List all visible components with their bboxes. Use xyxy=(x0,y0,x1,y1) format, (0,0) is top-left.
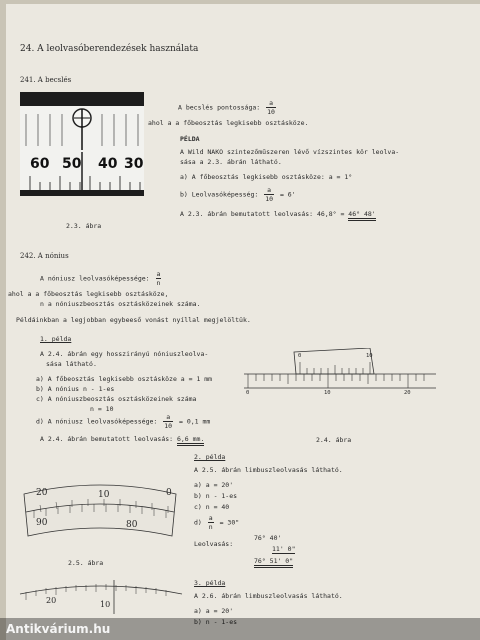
example-text-2: sása a 2.3. ábrán látható. xyxy=(180,158,282,166)
accuracy-formula: A becslés pontossága: $\frac{a}{10}$ xyxy=(178,99,275,116)
figure-2-4-label: 0 xyxy=(298,353,302,359)
book-page xyxy=(6,4,480,640)
figure-2-5-label: 10 xyxy=(98,490,110,500)
example-2-d: d) $\frac{a}{n}$ = 30" xyxy=(194,514,240,531)
example-1-b: b) A nónius n - 1-es xyxy=(36,385,115,393)
figure-2-5-label: 80 xyxy=(126,520,138,530)
example-1-text-1: A 2.4. ábrán egy hosszirányú nóniuszleolva- xyxy=(40,350,209,358)
example-2-reading-result: 76° 51' 0" xyxy=(254,557,293,568)
example-3-b: b) n - 1-es xyxy=(194,618,238,626)
examples-intro: Példáinkban a legjobban egybeeső vonást nyíllal megjelöltük. xyxy=(16,316,251,324)
scale-number: 40 xyxy=(98,156,118,172)
figure-2-4-label: 0 xyxy=(246,390,250,396)
figure-2-4-vernier xyxy=(240,348,440,410)
figure-2-5-label: 0 xyxy=(166,488,172,498)
figure-2-3-scale xyxy=(20,152,144,190)
example-text-1: A Wild NAKO szintezőműszeren lévő vízszintes kör leolva- xyxy=(180,148,400,156)
scale-number: 50 xyxy=(62,156,82,172)
example-3-a: a) a = 20' xyxy=(194,607,234,615)
example-1-d: d) A nóniusz leolvasóképessége: $\frac{a}{10}$ = 0,1 mm xyxy=(36,413,211,430)
example-3-title: 3. példa xyxy=(194,579,226,587)
figure-2-5-label: 20 xyxy=(36,488,48,498)
figure-2-5-caption: 2.5. ábra xyxy=(68,559,104,567)
section-241-title: 241. A becslés xyxy=(20,76,72,84)
figure-2-3-caption: 2.3. ábra xyxy=(66,222,102,230)
scale-number: 60 xyxy=(30,156,50,172)
example-1-c: c) A nóniuszbeosztás osztásközeinek száma xyxy=(36,395,197,403)
example-2-text: A 2.5. ábrán limbuszleolvasás látható. xyxy=(194,466,343,474)
figure-2-6-label: 10 xyxy=(100,600,111,609)
figure-2-4-label: 10 xyxy=(366,353,373,359)
example-2-b: b) n - 1-es xyxy=(194,492,238,500)
scale-number: 30 xyxy=(124,156,144,172)
example-item-b: b) Leolvasóképesség: $\frac{a}{10}$ = 6' xyxy=(180,186,296,203)
figure-2-4-caption: 2.4. ábra xyxy=(316,436,352,444)
capability-formula: A nóniusz leolvasóképessége: $\frac{a}{n}$ xyxy=(40,270,161,287)
figure-2-4-label: 20 xyxy=(404,390,411,396)
example-2-reading-1: 76° 40' xyxy=(254,534,282,542)
figure-2-6-label: 20 xyxy=(46,596,57,605)
example-item-a: a) A főbeosztás legkisebb osztásköze: a = 1° xyxy=(180,173,353,181)
example-title: PÉLDA xyxy=(180,135,200,143)
reading-2-3-value: 46° 48' xyxy=(348,210,375,221)
where-text: ahol a a főbeosztás legkisebb osztásköze. xyxy=(148,119,309,127)
example-3-text: A 2.6. ábrán limbuszleolvasás látható. xyxy=(194,592,343,600)
figure-2-3-reading-window xyxy=(20,106,144,152)
reading-2-3: A 2.3. ábrán bemutatott leolvasás: 46,8° = 46° 48' xyxy=(180,210,376,218)
example-1-text-2: sása látható. xyxy=(46,360,97,368)
example-2-reading-label: Leolvasás: xyxy=(194,540,234,548)
example-1-c-value: n = 10 xyxy=(90,405,114,413)
example-2-a: a) a = 20' xyxy=(194,481,234,489)
chapter-heading: 24. A leolvasóberendezések használata xyxy=(20,44,199,54)
example-2-title: 2. példa xyxy=(194,453,226,461)
section-242-title: 242. A nónius xyxy=(20,252,69,260)
example-2-reading-2: 11' 0" xyxy=(272,545,296,553)
example-1-a: a) A főbeosztás legkisebb osztásköze a = 1 mm xyxy=(36,375,213,383)
watermark-text: Antikvárium.hu xyxy=(6,622,111,636)
example-2-c: c) n = 40 xyxy=(194,503,230,511)
where-2: n a nóniuszbeosztás osztásközeinek száma. xyxy=(40,300,201,308)
figure-2-5-label: 90 xyxy=(36,518,48,528)
example-1-reading: A 2.4. ábrán bemutatott leolvasás: 6,6 mm. xyxy=(40,435,204,443)
where-1: ahol a a főbeosztás legkisebb osztásköze, xyxy=(8,290,169,298)
example-1-title: 1. példa xyxy=(40,335,72,343)
watermark-bar xyxy=(0,618,480,640)
figure-2-4-label: 10 xyxy=(324,390,331,396)
